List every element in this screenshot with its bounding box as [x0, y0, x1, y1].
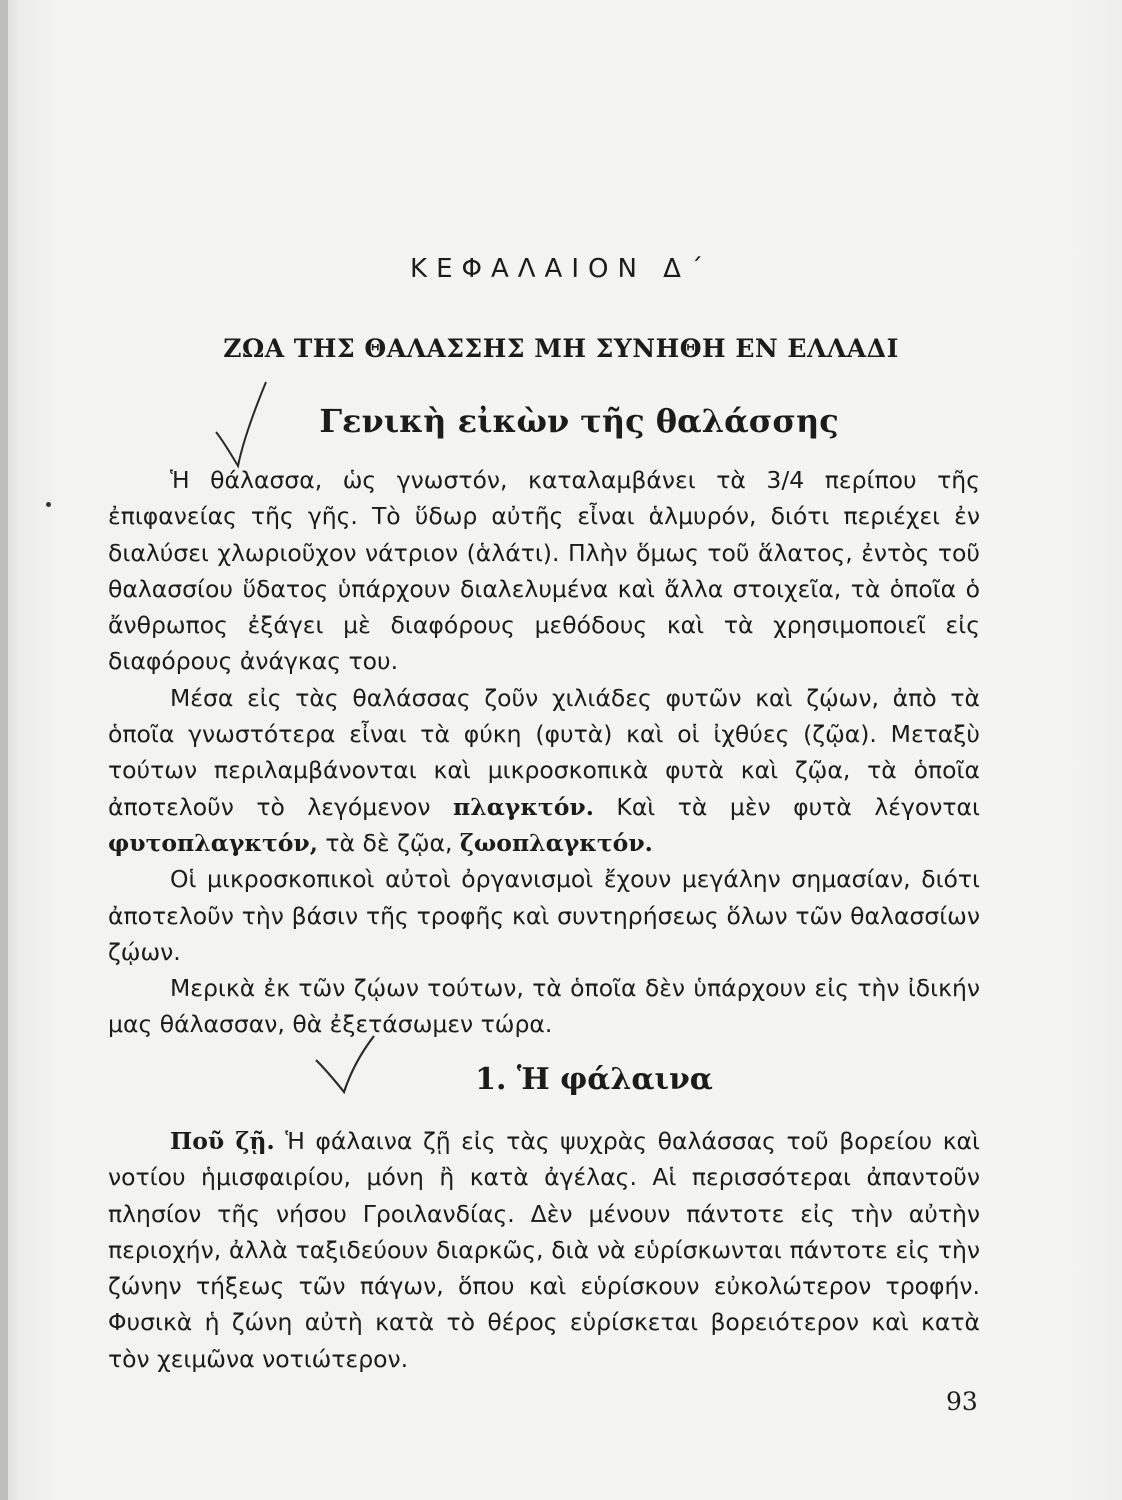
page-number: 93: [946, 1387, 978, 1416]
section-heading-whale: 1. Ἡ φάλαινα: [475, 1062, 713, 1097]
paragraph-3: Οἱ μικροσκοπικοὶ αὐτοὶ ὀργανισμοὶ ἔχουν μεγάλην σημασίαν, διότι ἀποτελοῦν τὴν βάσιν τῆς τροφῆς καὶ συντηρήσεως ὅλων τῶν θαλασσίων ζῴων.: [108, 865, 980, 966]
term-zooplankton: ζωοπλαγκτόν.: [459, 828, 653, 857]
whale-text: [108, 1123, 980, 1377]
section-subtitle: Γενικὴ εἰκὼν τῆς θαλάσσης: [319, 402, 839, 440]
paragraph-5-lead: Ποῦ ζῇ.: [170, 1127, 275, 1155]
paragraph-2-text-c: τὰ δὲ ζῷα,: [325, 828, 453, 857]
paragraph-5-text: Ἡ φάλαινα ζῇ εἰς τὰς ψυχρὰς θαλάσσας τοῦ βορείου καὶ νοτίου ἡμισφαιρίου, μόνη ἢ κατὰ ἀγέλας. Αἱ περισσότεραι ἀπαντοῦν πλησίον τῆς νήσου Γροιλανδίας. Δὲν μένουν πάντοτε εἰς τὴν αὐτὴν περιοχήν, ἀλλὰ ταξιδεύουν διαρκῶς, διὰ νὰ εὑρίσκωνται πάντοτε εἰς τὴν ζώνην τήξεως τῶν πάγων, ὅπου καὶ εὑρίσκουν εὐκολώτερον τροφήν. Φυσικὰ ἡ ζώνη αὐτὴ κατὰ τὸ θέρος εὑρίσκεται βορειότερον καὶ κατὰ τὸν χειμῶνα νοτιώτερον.: [108, 1127, 980, 1373]
paragraph-4: Μερικὰ ἐκ τῶν ζῴων τούτων, τὰ ὁποῖα δὲν ὑπάρχουν εἰς τὴν ἰδικήν μας θάλασσαν, θὰ ἐξετάσωμεν τώρα.: [108, 974, 980, 1039]
term-plankton: πλαγκτόν.: [453, 792, 594, 821]
chapter-title: ΖΩΑ ΤΗΣ ΘΑΛΑΣΣΗΣ ΜΗ ΣΥΝΗΘΗ ΕΝ ΕΛΛΑΔΙ: [223, 334, 899, 363]
paragraph-2-text-a: Μέσα εἰς τὰς θαλάσσας ζοῦν χιλιάδες φυτῶν καὶ ζῴων, ἀπὸ τὰ ὁποῖα γνωστότερα εἶναι τὰ φύκη (φυτὰ) καὶ οἱ ἰχθύες (ζῷα). Μεταξὺ τούτων περιλαμβάνονται καὶ μικροσκοπικὰ φυτὰ καὶ ζῷα, τὰ ὁποῖα ἀποτελοῦν τὸ λεγόμενον: [108, 683, 980, 821]
binding-edge: [0, 0, 8, 1500]
intro-text: [108, 462, 980, 1043]
paragraph-2-text-b: Καὶ τὰ μὲν φυτὰ λέγονται: [616, 792, 980, 821]
stray-dot: [46, 502, 51, 507]
paragraph-2: [108, 680, 980, 861]
chapter-heading: ΚΕΦΑΛΑΙΟΝ Δ΄: [410, 254, 712, 284]
term-phytoplankton: φυτοπλαγκτόν,: [108, 828, 318, 857]
paragraph-5: [108, 1123, 980, 1377]
paragraph-1: Ἡ θάλασσα, ὡς γνωστόν, καταλαμβάνει τὰ 3/4 περίπου τῆς ἐπιφανείας τῆς γῆς. Τὸ ὕδωρ αὐτῆς εἶναι ἁλμυρόν, διότι περιέχει ἐν διαλύσει χλωριοῦχον νάτριον (ἁλάτι). Πλὴν ὅμως τοῦ ἅλατος, ἐντὸς τοῦ θαλασσίου ὕδατος ὑπάρχουν διαλελυμένα καὶ ἄλλα στοιχεῖα, τὰ ὁποῖα ὁ ἄνθρωπος ἐξάγει μὲ διαφόρους μεθόδους καὶ τὰ χρησιμοποιεῖ εἰς διαφόρους ἀνάγκας του.: [108, 466, 980, 676]
